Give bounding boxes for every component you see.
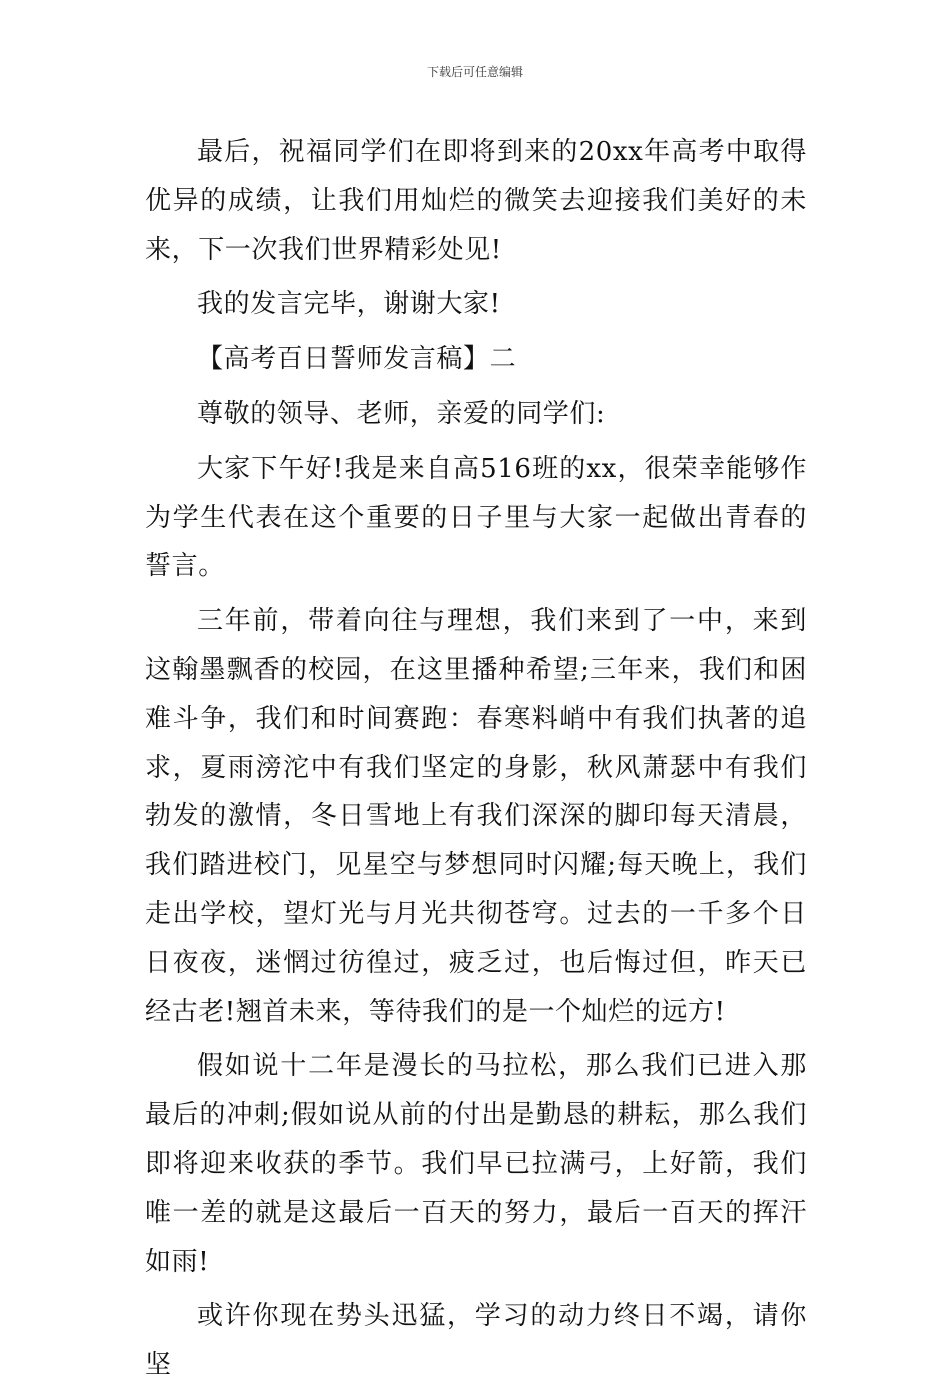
- paragraph-salutation: 尊敬的领导、老师，亲爱的同学们:: [197, 398, 606, 429]
- paragraph-speech-end: 我的发言完毕，谢谢大家!: [197, 289, 501, 320]
- page-header-note: 下载后可任意编辑: [426, 65, 523, 79]
- paragraph-closing-wishes: 最后，祝福同学们在即将到来的20xx年高考中取得优异的成绩，让我们用灿烂的微笑去迎接我们美好的未来，下一次我们世界精彩处见!: [145, 137, 807, 265]
- paragraph-marathon: 假如说十二年是漫长的马拉松，那么我们已进入那最后的冲刺;假如说从前的付出是勤恳的耕耘，那么我们即将迎来收获的季节。我们早已拉满弓，上好箭，我们唯一差的就是这最后一百天的努力，最后一百天的挥汗如雨!: [145, 1051, 807, 1277]
- paragraph-continued: 或许你现在势头迅猛，学习的动力终日不竭，请你坚: [145, 1301, 807, 1381]
- section-heading: 【高考百日誓师发言稿】二: [197, 344, 517, 375]
- paragraph-greeting: 大家下午好!我是来自高516班的xx，很荣幸能够作为学生代表在这个重要的日子里与大家一起做出青春的誓言。: [145, 453, 807, 582]
- document-body: [145, 128, 807, 1390]
- paragraph-three-years: 三年前，带着向往与理想，我们来到了一中，来到这翰墨飘香的校园，在这里播种希望;三年来，我们和困难斗争，我们和时间赛跑：春寒料峭中有我们执著的追求，夏雨滂沱中有我们坚定的身影，秋风萧瑟中有我们勃发的激情，冬日雪地上有我们深深的脚印每天清晨，我们踏进校门，见星空与梦想同时闪耀;每天晚上，我们走出学校，望灯光与月光共彻苍穹。过去的一千多个日日夜夜，迷惘过彷徨过，疲乏过，也后悔过但，昨天已经古老!翘首未来，等待我们的是一个灿烂的远方!: [145, 606, 807, 1027]
